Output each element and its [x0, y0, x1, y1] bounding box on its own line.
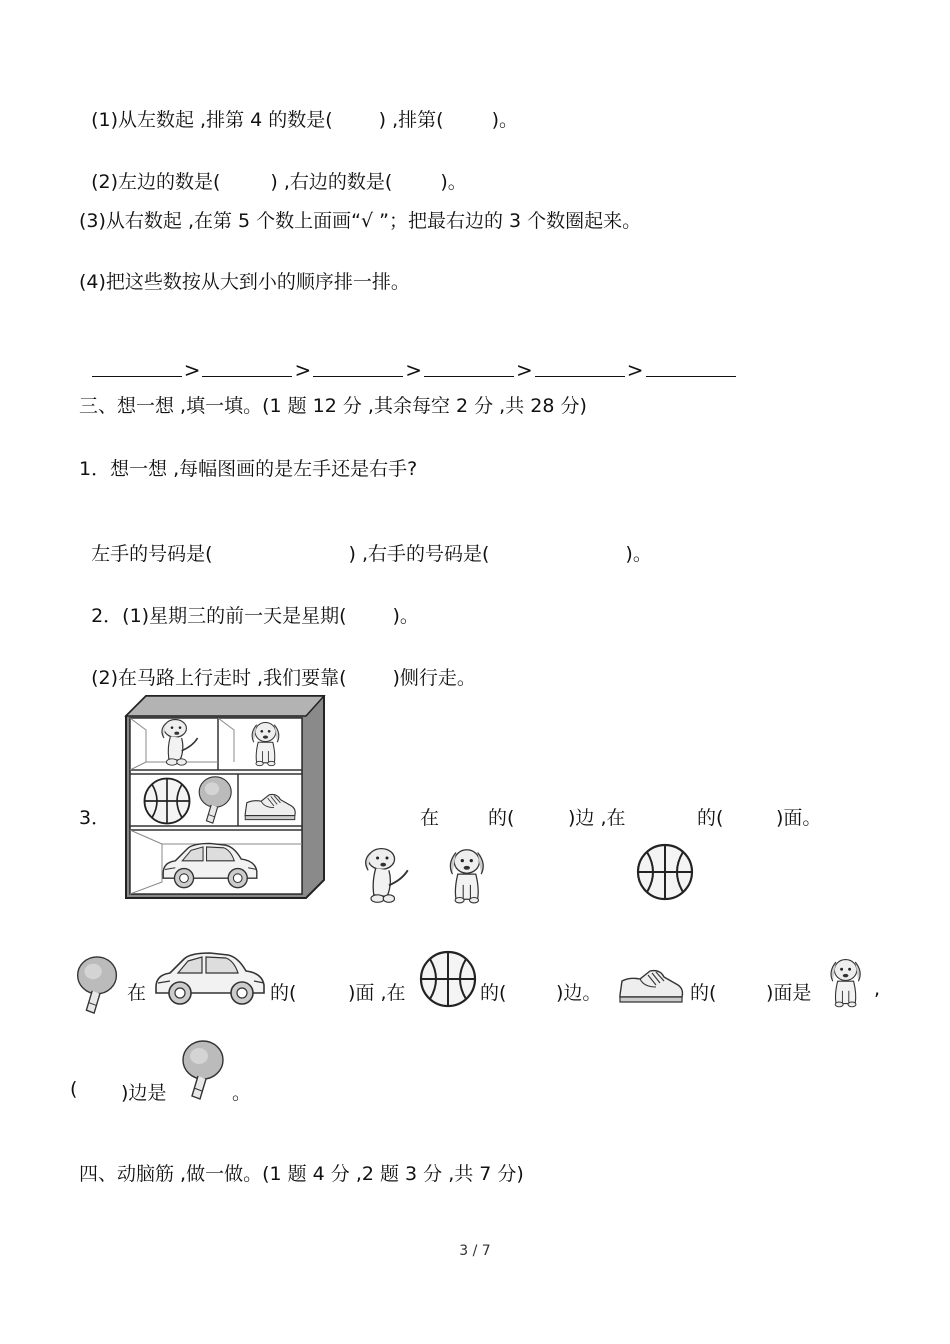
q2-item-1-text-c: )。 [491, 109, 518, 131]
order-blank[interactable] [424, 358, 514, 377]
s3-q1-answer [79, 518, 652, 566]
s3-q3-s1-e: )面。 [776, 807, 822, 829]
q2-item-1-text-a: (1)从左数起 ,排第 4 的数是( [91, 109, 333, 131]
q2-item-2-text-b: ) ,右边的数是( [270, 171, 393, 193]
q2-item-2 [79, 146, 467, 194]
section-4-heading: 四、动脑筋 ,做一做。(1 题 4 分 ,2 题 3 分 ,共 7 分) [79, 1163, 524, 1185]
shelf-illustration [122, 694, 328, 902]
page-number: 3 / 7 [459, 1243, 491, 1259]
section-3-heading: 三、想一想 ,填一填。(1 题 12 分 ,其余每空 2 分 ,共 28 分) [79, 395, 587, 417]
s3-q1-answer-c: )。 [625, 543, 652, 565]
dog-front-icon [820, 950, 868, 1014]
s3-q1-answer-a: 左手的号码是( [91, 543, 213, 565]
s3-q3-number: 3． [79, 807, 111, 829]
order-blank[interactable] [535, 358, 625, 377]
sneaker-icon [616, 964, 686, 1006]
q2-item-2-text-c: )。 [440, 171, 467, 193]
s3-q3-s1-c: )边 ,在 [568, 807, 626, 829]
s3-q3-s3-a: ( [70, 1078, 78, 1100]
s3-q1-answer-b: ) ,右手的号码是( [348, 543, 490, 565]
ping-pong-paddle-icon [178, 1038, 230, 1102]
gt-symbol: > [405, 358, 423, 382]
basketball-icon [145, 779, 190, 824]
gt-symbol: > [183, 358, 201, 382]
s3-q2-item-1-b: )。 [392, 605, 419, 627]
q2-item-2-text-a: (2)左边的数是( [91, 171, 221, 193]
s3-q1-title: 1．想一想 ,每幅图画的是左手还是右手? [79, 458, 418, 480]
q2-item-3: (3)从右数起 ,在第 5 个数上面画“√ ”；把最右边的 3 个数圈起来。 [79, 210, 642, 232]
gt-symbol: > [294, 358, 312, 382]
ping-pong-paddle-icon [72, 954, 124, 1016]
s3-q3-s2-a: 在 [127, 982, 147, 1004]
order-blank[interactable] [92, 358, 182, 377]
dog-sitting-icon [358, 842, 416, 908]
gt-symbol: > [516, 358, 533, 382]
s3-q3-s1-a: 在 [420, 807, 440, 829]
s3-q3-s2-e: )边。 [556, 982, 602, 1004]
s3-q2-item-1-a: 2．(1)星期三的前一天是星期( [91, 605, 347, 627]
s3-q2-item-2-b: )侧行走。 [392, 667, 476, 689]
s3-q3-s2-g: )面是 [766, 982, 812, 1004]
s3-q2-item-1 [79, 580, 419, 628]
s3-q3-s2-f: 的( [690, 982, 717, 1004]
toy-car-icon [150, 946, 270, 1012]
q2-item-4: (4)把这些数按从大到小的顺序排一排。 [79, 271, 410, 293]
basketball-icon [635, 842, 695, 902]
order-blank[interactable] [646, 358, 736, 377]
order-blank[interactable] [202, 358, 292, 377]
s3-q3-s3-c: 。 [232, 1082, 252, 1104]
s3-q2-item-2 [79, 642, 476, 690]
order-blank[interactable] [313, 358, 403, 377]
gt-symbol: > [626, 358, 644, 382]
s3-q3-s2-c: )面 ,在 [348, 982, 406, 1004]
s3-q3-s2-b: 的( [270, 982, 297, 1004]
s3-q3-s1-b: 的( [488, 807, 515, 829]
dog-front-icon [438, 842, 492, 908]
order-blanks-row [79, 334, 736, 382]
s3-q3-s2-h: , [874, 978, 881, 1000]
basketball-icon [418, 949, 478, 1009]
s3-q3-s2-d: 的( [480, 982, 507, 1004]
s3-q3-s1-d: 的( [697, 807, 724, 829]
q2-item-1-text-b: ) ,排第( [378, 109, 444, 131]
q2-item-1 [79, 84, 518, 132]
s3-q2-item-2-a: (2)在马路上行走时 ,我们要靠( [91, 667, 347, 689]
s3-q3-s3-b: )边是 [121, 1082, 167, 1104]
